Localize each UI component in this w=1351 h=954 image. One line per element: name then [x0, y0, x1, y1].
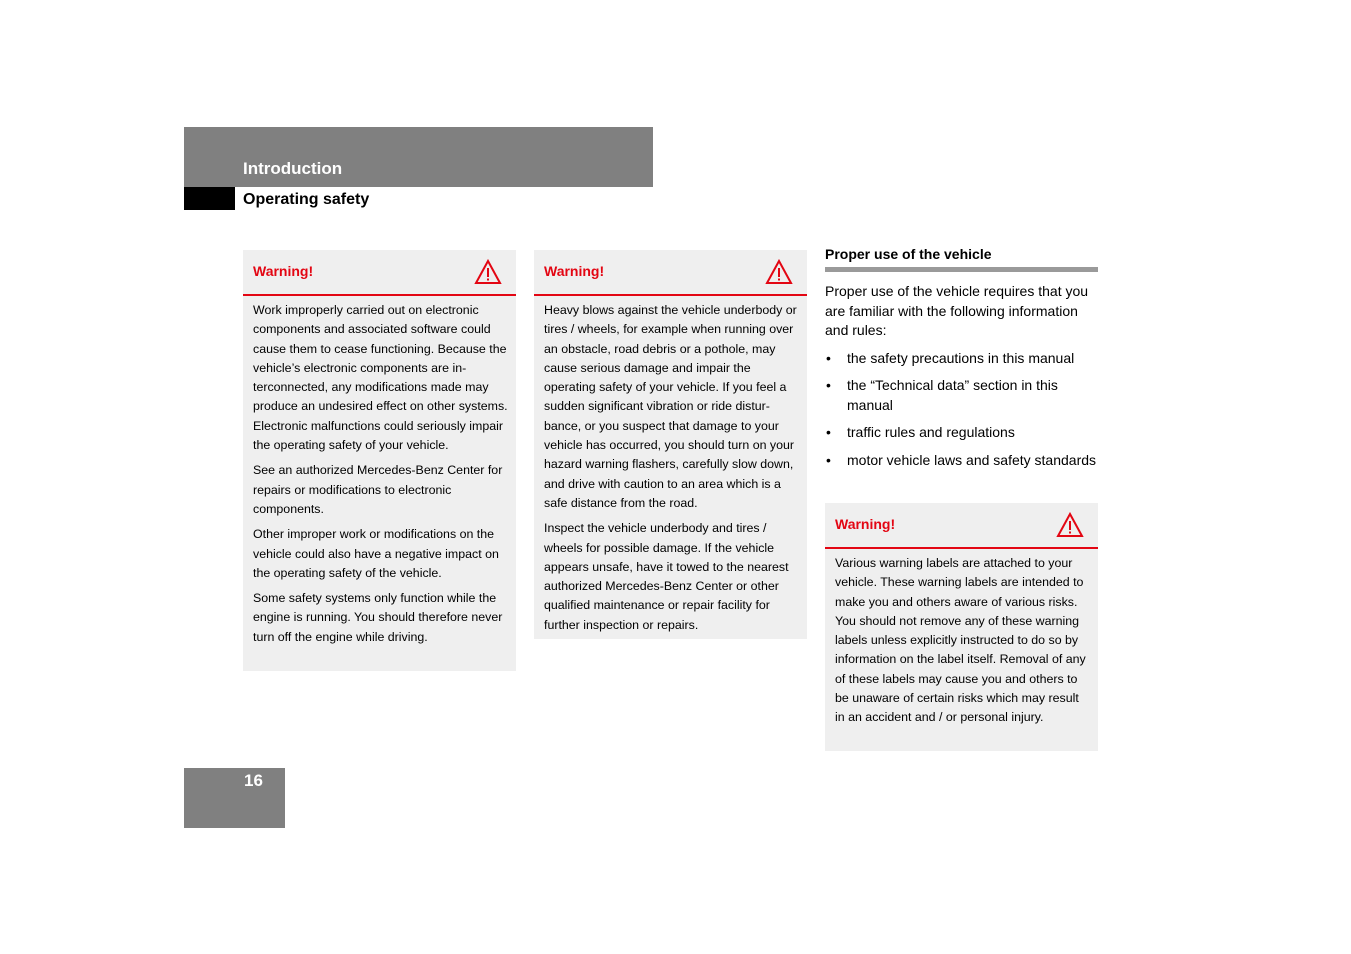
proper-use-intro: Proper use of the vehicle requires that you are familiar with the following information and rules: [825, 283, 1089, 338]
warning-header [243, 250, 516, 296]
warning-label: Warning! [835, 516, 896, 532]
proper-use-content [825, 282, 1100, 478]
warning-header [534, 250, 807, 296]
warning-body [534, 296, 807, 646]
page-number-box [184, 768, 285, 828]
list-item: • traffic rules and regulations [825, 423, 1100, 443]
warning-box-labels [825, 503, 1098, 751]
list-item: • the “Technical data” section in this manual [825, 376, 1100, 415]
warning-paragraph: Heavy blows against the vehicle underbody or tires / wheels, for example when running over an obstacle, road debris or a pothole, may cause serious damage and impair the operating safety of your vehicle. If you feel a sudden significant vibration or ride disturbance, or you suspect that damage to your vehicle has occurred, you should turn on your hazard warning flashers, carefully slow down, and drive with caution to an area which is a safe distance from the road. [544, 303, 797, 510]
warning-label: Warning! [544, 263, 605, 279]
section-title: Operating safety [243, 191, 370, 208]
warning-header [825, 503, 1098, 549]
warning-paragraph: Work improperly carried out on electronic components and associated software could cause them to cease functioning. Because the vehicle’s electronic components are interconnected, any modifications made may produce an undesired effect on other systems. Electronic malfunctions could seriously impair the operating safety of your vehicle. [253, 303, 508, 453]
warning-paragraph: Some safety systems only function while the engine is running. You should therefore never turn off the engine while driving. [253, 591, 503, 644]
section-marker [184, 187, 235, 210]
warning-label: Warning! [253, 263, 314, 279]
warning-triangle-icon [765, 259, 793, 285]
warning-box-underbody [534, 250, 807, 639]
warning-body [243, 296, 516, 658]
warning-triangle-icon [1056, 512, 1084, 538]
warning-paragraph: Other improper work or modifications on the vehicle could also have a negative impact on the operating safety of the vehicle. [253, 527, 499, 580]
proper-use-heading: Proper use of the vehicle [825, 246, 1098, 272]
warning-paragraph: Various warning labels are attached to your vehicle. These warning labels are intended to make you and others aware of various risks. You should not remove any of these warning labels unless explicitly instructed to do so by information on the label itself. Removal of any of these labels may cause you and others to be unaware of certain risks which may result in an accident and / or personal injury. [835, 556, 1086, 725]
list-item: • motor vehicle laws and safety standards [825, 451, 1100, 471]
warning-box-electronics [243, 250, 516, 671]
warning-triangle-icon [474, 259, 502, 285]
warning-paragraph: See an authorized Mercedes-Benz Center for repairs or modifications to electronic components. [253, 463, 503, 516]
warning-paragraph: Inspect the vehicle underbody and tires / wheels for possible damage. If the vehicle appears unsafe, have it towed to the nearest authorized Mercedes-Benz Center or other qualified maintenance or repair facility for further inspection or repairs. [544, 521, 789, 632]
proper-use-list [825, 349, 1100, 471]
chapter-title: Introduction [243, 159, 343, 178]
list-item: • the safety precautions in this manual [825, 349, 1100, 369]
warning-body [825, 549, 1098, 739]
page-number: 16 [244, 771, 263, 790]
